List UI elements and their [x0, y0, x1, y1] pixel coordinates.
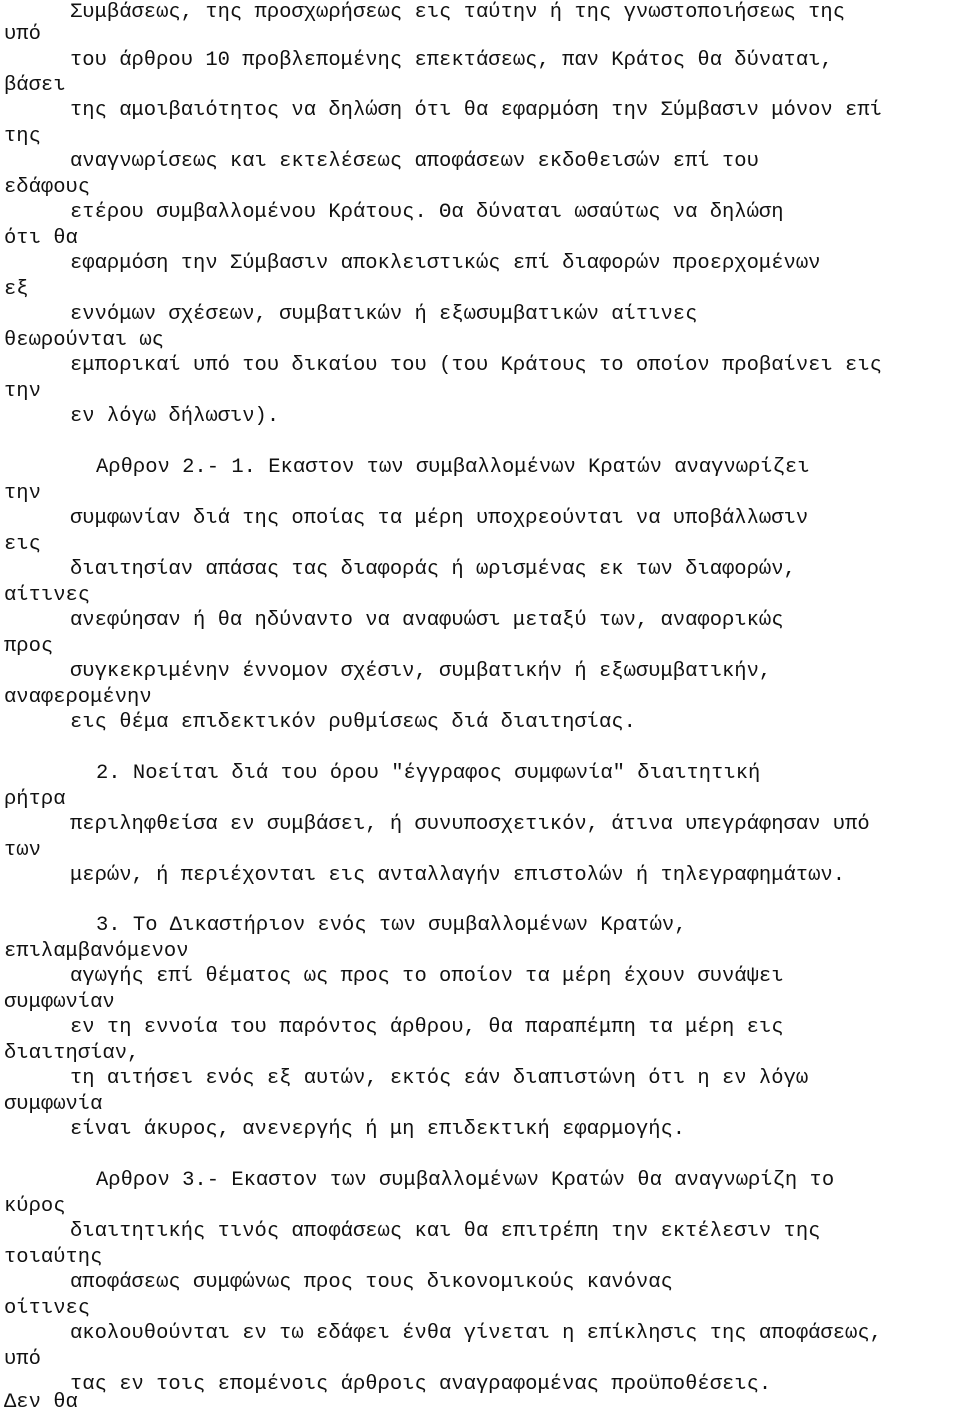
text-line: της	[4, 125, 41, 148]
text-line: οίτινες	[4, 1297, 91, 1320]
text-line: συμφωνίαν	[4, 991, 115, 1014]
text-line: διαιτητικής τινός αποφάσεως και θα επιτρέπη την εκτέλεσιν της	[70, 1220, 821, 1243]
text-line: προς	[4, 635, 54, 658]
text-line: συγκεκριμένην έννομον σχέσιν, συμβατικήν ή εξωσυμβατικήν,	[70, 660, 772, 683]
text-line: εις	[4, 533, 41, 556]
text-line: ακολουθούνται εν τω εδάφει ένθα γίνεται η επίκλησις της αποφάσεως,	[70, 1322, 882, 1345]
text-line: αποφάσεως συμφώνως προς τους δικονομικούς κανόνας	[70, 1271, 673, 1294]
text-line: της αμοιβαιότητος να δηλώση ότι θα εφαρμόση την Σύμβασιν μόνον επί	[70, 99, 882, 122]
text-line: ρήτρα	[4, 788, 66, 811]
text-line: των	[4, 839, 41, 862]
text-line: ετέρου συμβαλλομένου Κράτους. Θα δύναται ωσαύτως να δηλώση	[70, 201, 784, 224]
text-line: Δεν θα	[4, 1391, 78, 1414]
text-line: τη αιτήσει ενός εξ αυτών, εκτός εάν διαπιστώνη ότι η εν λόγω	[70, 1067, 809, 1090]
article-heading-line: Αρθρον 2.- 1. Εκαστον των συμβαλλομένων Κρατών αναγνωρίζει	[96, 456, 810, 479]
text-line: εφαρμόση την Σύμβασιν αποκλειστικώς επί διαφορών προερχομένων	[70, 252, 821, 275]
text-line: εννόμων σχέσεων, συμβατικών ή εξωσυμβατικών αίτινες	[70, 303, 698, 326]
text-line: διαιτησίαν,	[4, 1042, 140, 1065]
text-line: μερών, ή περιέχονται εις ανταλλαγήν επιστολών ή τηλεγραφημάτων.	[70, 864, 846, 887]
paragraph-start-line: 2. Νοείται διά του όρου "έγγραφος συμφωνία" διαιτητική	[96, 762, 761, 785]
text-line: τοιαύτης	[4, 1246, 103, 1269]
text-line: διαιτησίαν απάσας τας διαφοράς ή ωρισμένας εκ των διαφορών,	[70, 558, 796, 581]
text-line: αναγνωρίσεως και εκτελέσεως αποφάσεων εκδοθεισών επί του	[70, 150, 759, 173]
text-line: υπό	[4, 23, 41, 46]
text-line: εις θέμα επιδεκτικόν ρυθμίσεως διά διαιτησίας.	[70, 711, 636, 734]
text-line: τας εν τοις επομένοις άρθροις αναγραφομένας προϋποθέσεις.	[70, 1373, 772, 1396]
text-line: εμπορικαί υπό του δικαίου του (του Κράτους το οποίον προβαίνει εις	[70, 354, 882, 377]
text-line: είναι άκυρος, ανενεργής ή μη επιδεκτική εφαρμογής.	[70, 1118, 686, 1141]
text-line: ανεφύησαν ή θα ηδύναντο να αναφυώσι μεταξύ των, αναφορικώς	[70, 609, 784, 632]
article-heading-line: Αρθρον 3.- Εκαστον των συμβαλλομένων Κρατών θα αναγνωρίζη το	[96, 1169, 835, 1192]
text-line: την	[4, 380, 41, 403]
text-line: αναφερομένην	[4, 686, 152, 709]
paragraph-start-line: 3. Το Δικαστήριον ενός των συμβαλλομένων Κρατών,	[96, 914, 687, 937]
text-line: ότι θα	[4, 227, 78, 250]
text-line: αγωγής επί θέματος ως προς το οποίον τα μέρη έχουν συνάψει	[70, 965, 784, 988]
text-line: κύρος	[4, 1195, 66, 1218]
text-line: περιληφθείσα εν συμβάσει, ή συνυποσχετικόν, άτινα υπεγράφησαν υπό	[70, 813, 870, 836]
text-line: του άρθρου 10 προβλεπομένης επεκτάσεως, παν Κράτος θα δύναται,	[70, 49, 833, 72]
text-line: θεωρούνται ως	[4, 329, 164, 352]
text-line: εξ	[4, 278, 29, 301]
text-line: υπό	[4, 1348, 41, 1371]
text-line: εν τη εννοία του παρόντος άρθρου, θα παραπέμπη τα μέρη εις	[70, 1016, 784, 1039]
text-line: Συμβάσεως, της προσχωρήσεως εις ταύτην ή της γνωστοποιήσεως της	[70, 1, 846, 24]
text-line: εδάφους	[4, 176, 91, 199]
text-line: αίτινες	[4, 584, 91, 607]
text-line: εν λόγω δήλωσιν).	[70, 405, 280, 428]
text-line: συμφωνίαν διά της οποίας τα μέρη υποχρεούνται να υποβάλλωσιν	[70, 507, 809, 530]
text-line: την	[4, 482, 41, 505]
text-line: συμφωνία	[4, 1093, 103, 1116]
text-line: βάσει	[4, 74, 66, 97]
text-line: επιλαμβανόμενον	[4, 940, 189, 963]
